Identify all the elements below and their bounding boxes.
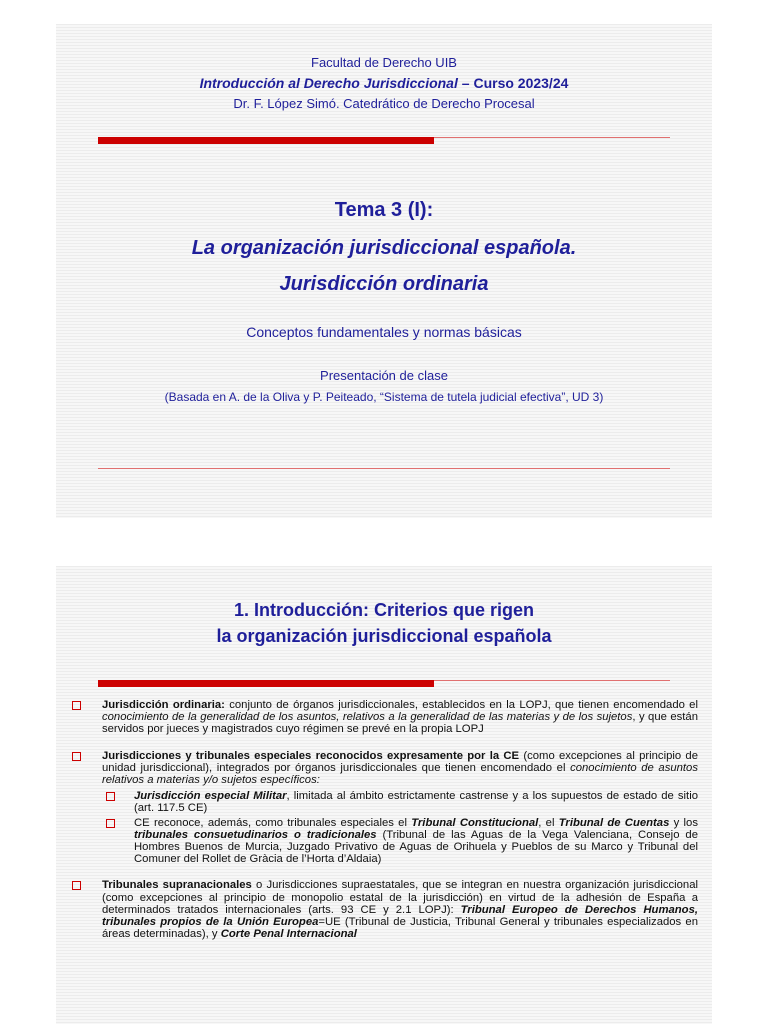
header-divider-thick: [98, 137, 434, 144]
faculty-line: Facultad de Derecho UIB: [311, 55, 457, 70]
list-item-ordinary-jurisdiction: [70, 699, 698, 736]
professor-line: Dr. F. López Simó. Catedrático de Derecho Procesal: [233, 96, 535, 111]
text: , el: [538, 816, 559, 829]
source-note: (Basada en A. de la Oliva y P. Peiteado, “Sistema de tutela judicial efectiva”, UD 3): [164, 390, 604, 404]
title-slide: [56, 24, 712, 518]
course-name: Introducción al Derecho Jurisdiccional: [199, 75, 458, 91]
course-year: Curso 2023/24: [473, 75, 569, 91]
text: , limitada al ámbito estrictamente castrense y a los supuestos de estado de sitio (art. 117.5 CE): [134, 790, 698, 815]
topic-number: Tema 3 (I):: [334, 199, 434, 221]
checkbox-bullet-icon: [106, 819, 115, 828]
checkbox-bullet-icon: [72, 701, 81, 710]
term-ordinary-jurisdiction: Jurisdicción ordinaria:: [102, 699, 225, 711]
term-supranational-courts: Tribunales supranacionales: [102, 879, 252, 892]
section-title-line1: 1. Introducción: Criterios que rigen: [233, 600, 535, 620]
emphasis: conocimiento de la generalidad de los asuntos, relativos a la generalidad de las materias y de los sujetos: [102, 711, 633, 724]
text: y los: [669, 816, 698, 829]
text: (como excepciones al principio de unidad jurisdiccional), integrados por órganos jurisdiccionales que tienen encomendado el: [102, 749, 698, 774]
term-military-jurisdiction: Jurisdicción especial Militar: [134, 790, 287, 803]
term-echr-eu-courts: Tribunal Europeo de Derechos Humanos, tribunales propios de la Unión Europea: [102, 903, 698, 929]
topic-subtitle: Conceptos fundamentales y normas básicas: [246, 324, 522, 340]
checkbox-bullet-icon: [72, 752, 81, 761]
course-line: [56, 74, 712, 92]
term-special-jurisdictions: Jurisdicciones y tribunales especiales reconocidos expresamente por la CE: [102, 749, 520, 762]
topic-title-line1: La organización jurisdiccional española.: [191, 237, 577, 259]
text: (Tribunal de las Aguas de la Vega Valenciana, Consejo de Hombres Buenos de Murcia, Juzgado Privativo de Aguas de Orihuela y Pueblos de su Marco y Tribunal del Comuner del Rollet de Gràcia de l’Horta d’Aldaia): [134, 828, 698, 866]
term-international-criminal-court: Corte Penal Internacional: [220, 928, 357, 941]
topic-title-line2: Jurisdicción ordinaria: [279, 273, 489, 295]
course-separator: –: [457, 75, 474, 91]
introduction-slide: [56, 566, 712, 1024]
emphasis: conocimiento de asuntos relativos a materias y/o sujetos específicos:: [102, 761, 698, 787]
header-divider-thin: [434, 137, 670, 138]
term-customary-courts: tribunales consuetudinarios o tradicionales: [134, 828, 377, 841]
footer-divider: [98, 468, 670, 469]
bullet-list: [70, 699, 698, 954]
checkbox-bullet-icon: [72, 881, 81, 890]
text: conjunto de órganos jurisdiccionales, establecidos en la LOPJ, que tienen encomendado el: [224, 699, 698, 711]
list-item-special-jurisdictions: [70, 750, 698, 787]
list-item-supranational-courts: [70, 879, 698, 940]
sub-item-military: [70, 790, 698, 814]
section-title-line2: la organización jurisdiccional española: [216, 626, 552, 646]
presentation-label: Presentación de clase: [320, 368, 448, 383]
text: =UE (Tribunal de Justicia, Tribunal General y tribunales especializados en áreas determinadas), y: [102, 916, 699, 941]
term-court-of-auditors: Tribunal de Cuentas: [558, 816, 670, 829]
section-divider-thin: [434, 680, 670, 681]
term-constitutional-court: Tribunal Constitucional: [411, 816, 539, 829]
text: , y que están servidos por jueces y magistrados cuyo régimen se prevé en la propia LOPJ: [102, 711, 698, 736]
text: o Jurisdicciones supraestatales, que se integran en nuestra organización jurisdiccional (como excepciones al principio de monopolio estatal de la jurisdicción) en virtud de la adhesión de España a determinados tratados internacionales (arts. 93 CE y 2.1 LOPJ):: [102, 879, 699, 916]
checkbox-bullet-icon: [106, 792, 115, 801]
section-divider-thick: [98, 680, 434, 687]
text: CE reconoce, además, como tribunales especiales el: [134, 816, 412, 829]
sub-item-special-courts: [70, 817, 698, 866]
